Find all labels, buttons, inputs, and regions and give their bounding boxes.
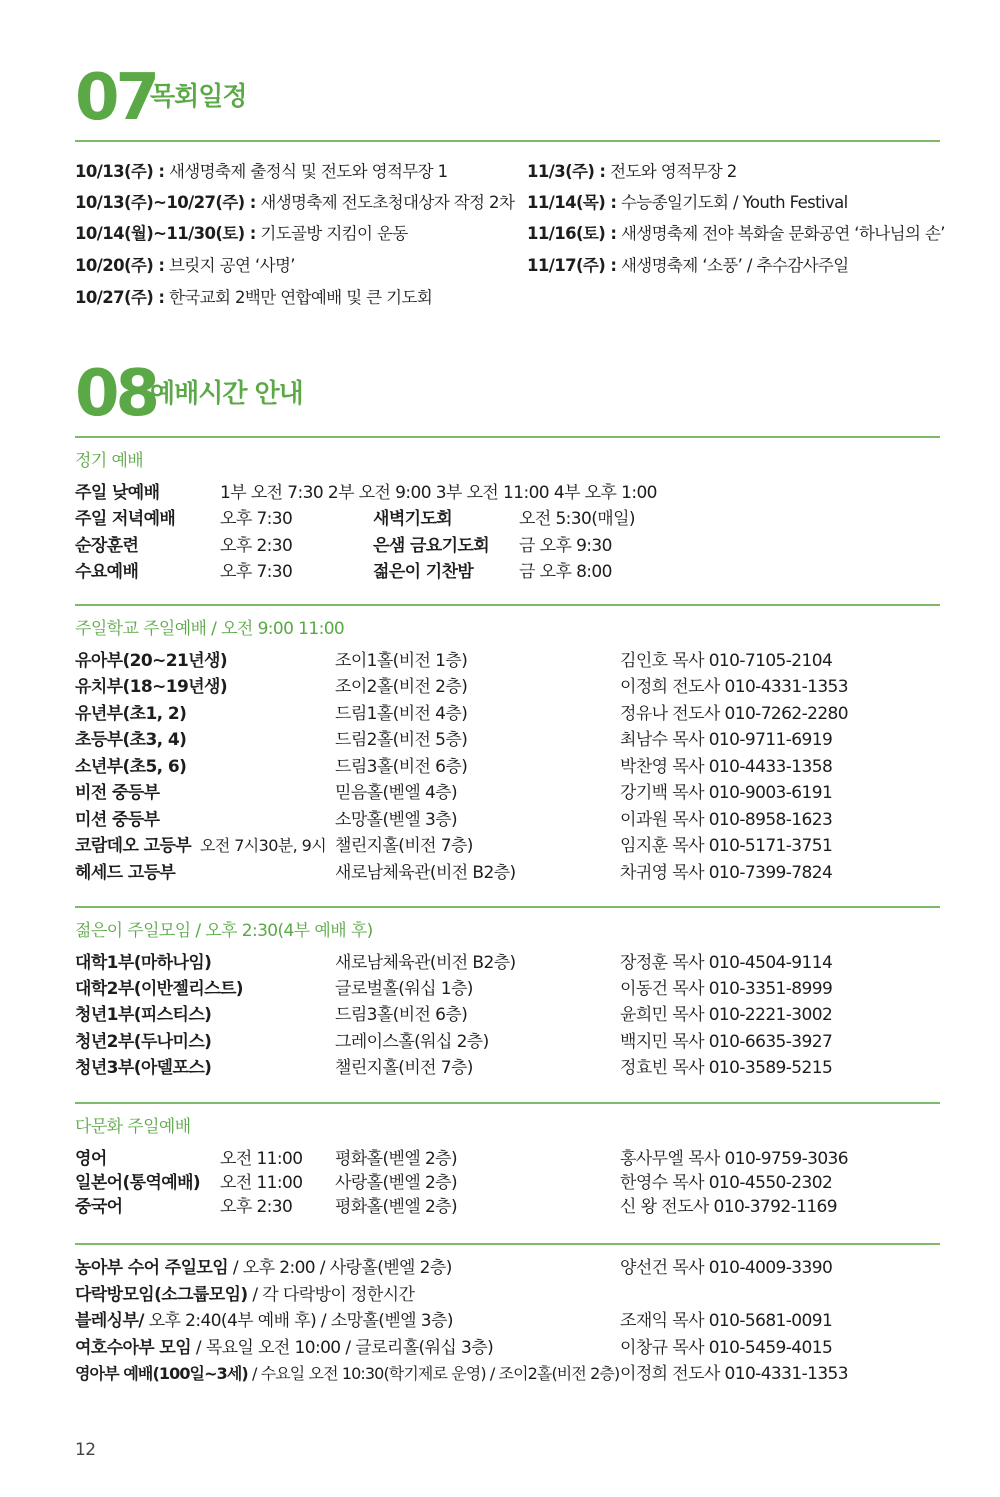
service-label: 주일 저녁예배 <box>75 509 176 529</box>
department-name: 비전 중등부 <box>75 783 160 803</box>
contact: 신 왕 전도사 010-3792-1169 <box>620 1197 837 1217</box>
location: 드림3홀(비전 6층) <box>335 757 468 777</box>
contact: 홍사무엘 목사 010-9759-3036 <box>620 1149 848 1169</box>
contact: 차귀영 목사 010-7399-7824 <box>620 863 833 883</box>
contact: 박찬영 목사 010-4433-1358 <box>620 757 833 777</box>
location: 드림3홀(비전 6층) <box>335 1005 468 1025</box>
location: 사랑홀(벧엘 2층) <box>335 1173 458 1193</box>
page-number: 12 <box>75 1440 96 1460</box>
location: 새로남체육관(비전 B2층) <box>335 863 516 883</box>
department-name: 청년3부(아델포스) <box>75 1058 212 1078</box>
department-name: 유치부(18~19년생) <box>75 677 228 697</box>
regular-row <box>75 506 940 532</box>
table-row <box>75 648 940 674</box>
contact: 양선건 목사 010-4009-3390 <box>620 1258 833 1278</box>
location: 드림2홀(비전 5층) <box>335 730 468 750</box>
contact: 장정훈 목사 010-4504-9114 <box>620 953 833 973</box>
table-row <box>75 860 940 886</box>
contact: 김인호 목사 010-7105-2104 <box>620 651 833 671</box>
table-row <box>75 674 940 700</box>
service-time: 오전 11:00 <box>220 1173 303 1193</box>
table-row <box>75 780 940 806</box>
divider <box>75 1243 940 1245</box>
language-name: 일본어(통역예배) <box>75 1173 201 1193</box>
divider <box>75 906 940 908</box>
location: 조이1홀(비전 1층) <box>335 651 468 671</box>
department-name: 청년1부(피스티스) <box>75 1005 212 1025</box>
service-time: 금 오후 8:00 <box>519 562 612 582</box>
department-name: 대학2부(이반젤리스트) <box>75 979 243 999</box>
location: 글로벌홀(워십 1층) <box>335 979 473 999</box>
section-07-title: 목회일정 <box>150 82 247 112</box>
service-label: 순장훈련 <box>75 536 139 556</box>
contact: 이과원 목사 010-8958-1623 <box>620 810 833 830</box>
schedule-item: 10/20(주) : 브릿지 공연 ‘사명’ <box>75 256 295 275</box>
section-08-divider <box>75 436 940 438</box>
location: 평화홀(벧엘 2층) <box>335 1149 458 1169</box>
table-row <box>75 1195 940 1219</box>
meeting-info: 블레싱부/ 오후 2:40(4부 예배 후) / 소망홀(벧엘 3층) <box>75 1311 453 1331</box>
schedule-item: 10/14(월)~11/30(토) : 기도골방 지킴이 운동 <box>75 224 408 243</box>
service-time: 오후 7:30 <box>220 562 293 582</box>
department-name: 코람데오 고등부 <box>75 836 192 856</box>
department-name: 헤세드 고등부 <box>75 863 176 883</box>
contact: 한영수 목사 010-4550-2302 <box>620 1173 833 1193</box>
location: 믿음홀(벧엘 4층) <box>335 783 458 803</box>
department-name: 미션 중등부 <box>75 810 160 830</box>
schedule-item: 11/16(토) : 새생명축제 전야 복화술 문화공연 ‘하나님의 손’ <box>527 224 945 243</box>
service-time: 오후 2:30 <box>220 1197 293 1217</box>
service-time: 1부 오전 7:30 2부 오전 9:00 3부 오전 11:00 4부 오후 1:00 <box>220 483 657 503</box>
service-label: 젊은이 기찬밤 <box>373 562 474 582</box>
section-08-number: 08 <box>75 357 157 431</box>
table-row <box>75 807 940 833</box>
table-row <box>75 1147 940 1171</box>
divider <box>75 1102 940 1104</box>
table-row <box>75 1002 940 1028</box>
meeting-info: 다락방모임(소그룹모임) / 각 다락방이 정한시간 <box>75 1285 415 1305</box>
location: 평화홀(벧엘 2층) <box>335 1197 458 1217</box>
department-name: 소년부(초5, 6) <box>75 757 187 777</box>
service-time: 금 오후 9:30 <box>519 536 612 556</box>
service-time: 오후 7:30 <box>220 509 293 529</box>
schedule-item: 11/3(주) : 전도와 영적무장 2 <box>527 162 737 181</box>
table-row <box>75 1029 940 1055</box>
contact: 백지민 목사 010-6635-3927 <box>620 1032 833 1052</box>
service-time: 오전 7시30분, 9시 <box>200 836 327 855</box>
schedule-item: 10/13(주)~10/27(주) : 새생명축제 전도초청대상자 작정 2차 <box>75 193 515 212</box>
regular-worship-heading: 정기 예배 <box>75 451 144 471</box>
regular-row <box>75 559 940 585</box>
table-row <box>75 701 940 727</box>
sunday-school-heading: 주일학교 주일예배 / 오전 9:00 11:00 <box>75 619 345 639</box>
regular-row <box>75 533 940 559</box>
table-row <box>75 727 940 753</box>
section-07-number: 07 <box>75 61 157 135</box>
contact: 이정희 전도사 010-4331-1353 <box>620 677 848 697</box>
contact: 윤희민 목사 010-2221-3002 <box>620 1005 833 1025</box>
meeting-info: 여호수아부 모임 / 목요일 오전 10:00 / 글로리홀(워십 3층) <box>75 1338 494 1358</box>
meeting-info: 영아부 예배(100일~3세) / 수요일 오전 10:30(학기제로 운영) / 조이2홀(비전 2층) <box>75 1364 620 1383</box>
department-name: 대학1부(마하나임) <box>75 953 212 973</box>
service-label: 은샘 금요기도회 <box>373 536 490 556</box>
location: 새로남체육관(비전 B2층) <box>335 953 516 973</box>
location: 그레이스홀(워십 2층) <box>335 1032 489 1052</box>
list-item <box>75 1282 940 1308</box>
location: 조이2홀(비전 2층) <box>335 677 468 697</box>
language-name: 중국어 <box>75 1197 123 1217</box>
contact: 최남수 목사 010-9711-6919 <box>620 730 833 750</box>
location: 드림1홀(비전 4층) <box>335 704 468 724</box>
table-row <box>75 976 940 1002</box>
contact: 정유나 전도사 010-7262-2280 <box>620 704 848 724</box>
list-item <box>75 1255 940 1281</box>
contact: 이동건 목사 010-3351-8999 <box>620 979 833 999</box>
schedule-item: 11/14(목) : 수능종일기도회 / Youth Festival <box>527 193 848 212</box>
schedule-item: 10/27(주) : 한국교회 2백만 연합예배 및 큰 기도회 <box>75 288 433 307</box>
schedule-item: 11/17(주) : 새생명축제 ‘소풍’ / 추수감사주일 <box>527 256 849 275</box>
list-item <box>75 1335 940 1361</box>
regular-row <box>75 480 940 506</box>
divider <box>75 604 940 606</box>
service-label: 새벽기도회 <box>373 509 453 529</box>
table-row <box>75 833 940 859</box>
meeting-info: 농아부 수어 주일모임 / 오후 2:00 / 사랑홀(벧엘 2층) <box>75 1258 452 1278</box>
service-label: 수요예배 <box>75 562 139 582</box>
list-item <box>75 1361 940 1387</box>
service-label: 주일 낮예배 <box>75 483 160 503</box>
location: 소망홀(벧엘 3층) <box>335 810 458 830</box>
contact: 임지훈 목사 010-5171-3751 <box>620 836 833 856</box>
department-name: 청년2부(두나미스) <box>75 1032 212 1052</box>
location: 챌린지홀(비전 7층) <box>335 1058 473 1078</box>
contact: 정효빈 목사 010-3589-5215 <box>620 1058 833 1078</box>
list-item <box>75 1308 940 1334</box>
department-name: 유아부(20~21년생) <box>75 651 228 671</box>
location: 챌린지홀(비전 7층) <box>335 836 473 856</box>
multicultural-heading: 다문화 주일예배 <box>75 1117 191 1137</box>
service-time: 오전 11:00 <box>220 1149 303 1169</box>
table-row <box>75 754 940 780</box>
department-name: 유년부(초1, 2) <box>75 704 187 724</box>
language-name: 영어 <box>75 1149 107 1169</box>
table-row <box>75 950 940 976</box>
section-07-divider <box>75 140 940 142</box>
youth-meeting-heading: 젊은이 주일모임 / 오후 2:30(4부 예배 후) <box>75 921 373 941</box>
contact: 이정희 전도사 010-4331-1353 <box>620 1364 848 1384</box>
service-time: 오전 5:30(매일) <box>519 509 635 529</box>
schedule-item: 10/13(주) : 새생명축제 출정식 및 전도와 영적무장 1 <box>75 162 448 181</box>
table-row <box>75 1171 940 1195</box>
contact: 강기백 목사 010-9003-6191 <box>620 783 833 803</box>
section-08-title: 예배시간 안내 <box>150 379 303 409</box>
service-time: 오후 2:30 <box>220 536 293 556</box>
contact: 이창규 목사 010-5459-4015 <box>620 1338 833 1358</box>
department-name: 초등부(초3, 4) <box>75 730 187 750</box>
contact: 조재익 목사 010-5681-0091 <box>620 1311 833 1331</box>
table-row <box>75 1055 940 1081</box>
